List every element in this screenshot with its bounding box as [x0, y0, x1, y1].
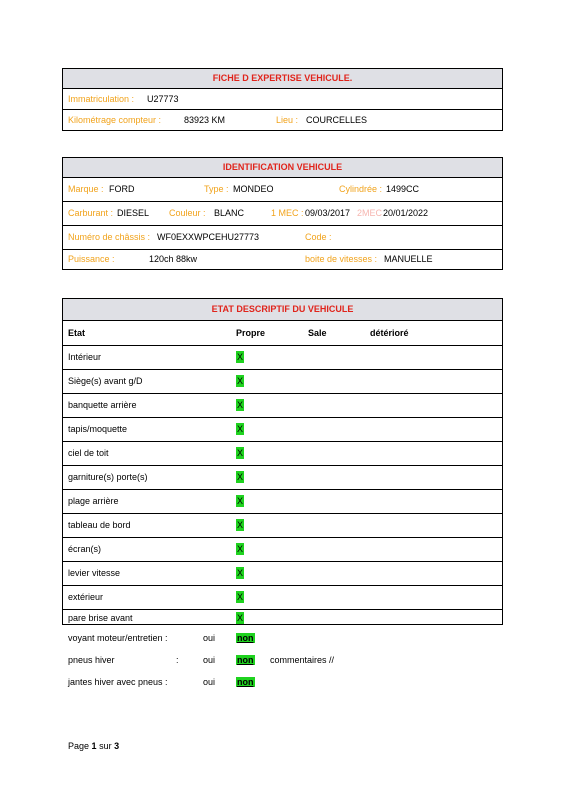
- table-row: [63, 586, 502, 610]
- jantes-non: non: [237, 677, 254, 687]
- page-mid: sur: [99, 741, 112, 751]
- voyant-label: voyant moteur/entretien :: [68, 633, 168, 643]
- table-row: [63, 562, 502, 586]
- code-label: Code :: [305, 232, 332, 242]
- etat-columns-header: [63, 321, 502, 346]
- check-mark: X: [237, 544, 244, 554]
- etat-rows: [63, 346, 502, 626]
- row-label: plage arrière: [68, 496, 119, 506]
- status-mark: [236, 466, 244, 489]
- pneus-non: non: [237, 655, 254, 665]
- status-mark: [236, 514, 244, 537]
- check-mark: X: [237, 496, 244, 506]
- col-sale: Sale: [308, 328, 327, 338]
- status-mark: [236, 442, 244, 465]
- status-mark: [236, 538, 244, 561]
- kilometrage-row: [63, 110, 502, 130]
- row-label: banquette arrière: [68, 400, 137, 410]
- status-mark: [236, 346, 244, 369]
- voyant-oui: oui: [203, 633, 216, 643]
- chassis-label: Numéro de châssis :: [68, 232, 151, 242]
- row-label: pare brise avant: [68, 613, 133, 623]
- table-row: [63, 466, 502, 490]
- mec1-label: 1 MEC :: [271, 208, 304, 218]
- voyant-non: non: [237, 633, 254, 643]
- row-label: écran(s): [68, 544, 102, 554]
- row-label: levier vitesse: [68, 568, 121, 578]
- status-mark: [236, 586, 244, 609]
- puissance-label: Puissance :: [68, 254, 115, 264]
- chassis-value: WF0EXXWPCEHU27773: [157, 232, 260, 242]
- check-mark: X: [237, 613, 244, 623]
- row-label: Intérieur: [68, 352, 102, 362]
- check-mark: X: [237, 592, 244, 602]
- check-mark: X: [237, 352, 244, 362]
- etat-title: ETAT DESCRIPTIF DU VEHICULE: [63, 299, 502, 321]
- mec2-label: 2MEC: [357, 208, 383, 218]
- page-footer: [68, 741, 119, 751]
- marque-value: FORD: [109, 184, 135, 194]
- boite-label: boite de vitesses :: [305, 254, 378, 264]
- check-mark: X: [237, 568, 244, 578]
- marque-row: [63, 178, 502, 202]
- check-mark: X: [237, 472, 244, 482]
- type-label: Type :: [204, 184, 229, 194]
- kilometrage-label: Kilométrage compteur :: [68, 115, 162, 125]
- status-mark: [236, 562, 244, 585]
- row-label: tableau de bord: [68, 520, 131, 530]
- boite-value: MANUELLE: [384, 254, 433, 264]
- immatriculation-value: U27773: [147, 94, 179, 104]
- immatriculation-label: Immatriculation :: [68, 94, 135, 104]
- table-row: [63, 490, 502, 514]
- check-mark: X: [237, 376, 244, 386]
- row-label: extérieur: [68, 592, 104, 602]
- row-label: Siège(s) avant g/D: [68, 376, 143, 386]
- col-deteriore: détérioré: [370, 328, 409, 338]
- page-current: 1: [91, 741, 97, 751]
- commentaires-label: commentaires //: [270, 655, 335, 665]
- col-etat: Etat: [68, 328, 86, 338]
- row-label: tapis/moquette: [68, 424, 128, 434]
- page-total: 3: [114, 741, 120, 751]
- jantes-label: jantes hiver avec pneus :: [68, 677, 168, 687]
- page-prefix: Page: [68, 741, 90, 751]
- expertise-title: FICHE D EXPERTISE VEHICULE.: [63, 69, 502, 89]
- carburant-row: [63, 202, 502, 226]
- marque-label: Marque :: [68, 184, 104, 194]
- table-row: [63, 514, 502, 538]
- cylindree-label: Cylindrée :: [339, 184, 383, 194]
- table-row: [63, 346, 502, 370]
- cylindree-value: 1499CC: [386, 184, 420, 194]
- mec2-value: 20/01/2022: [383, 208, 429, 218]
- col-propre: Propre: [236, 328, 266, 338]
- etat-section: [62, 298, 503, 625]
- table-row: [63, 394, 502, 418]
- couleur-value: BLANC: [214, 208, 245, 218]
- lieu-value: COURCELLES: [306, 115, 368, 125]
- immatriculation-row: [63, 89, 502, 110]
- check-mark: X: [237, 424, 244, 434]
- carburant-value: DIESEL: [117, 208, 150, 218]
- type-value: MONDEO: [233, 184, 274, 194]
- table-row: [63, 610, 502, 626]
- couleur-label: Couleur :: [169, 208, 206, 218]
- identification-title: IDENTIFICATION VEHICULE: [63, 158, 502, 178]
- status-mark: [236, 610, 244, 626]
- lieu-label: Lieu :: [276, 115, 299, 125]
- table-row: [63, 418, 502, 442]
- status-mark: [236, 418, 244, 441]
- check-mark: X: [237, 448, 244, 458]
- status-mark: [236, 490, 244, 513]
- pneus-colon: :: [176, 655, 179, 665]
- table-row: [63, 370, 502, 394]
- kilometrage-value: 83923 KM: [184, 115, 226, 125]
- row-label: garniture(s) porte(s): [68, 472, 148, 482]
- row-label: ciel de toit: [68, 448, 109, 458]
- expertise-section: [62, 68, 503, 131]
- table-row: [63, 442, 502, 466]
- pneus-label: pneus hiver: [68, 655, 115, 665]
- check-mark: X: [237, 400, 244, 410]
- table-row: [63, 538, 502, 562]
- status-mark: [236, 370, 244, 393]
- carburant-label: Carburant :: [68, 208, 114, 218]
- jantes-oui: oui: [203, 677, 216, 687]
- mec1-value: 09/03/2017: [305, 208, 351, 218]
- puissance-row: [63, 250, 502, 269]
- pneus-oui: oui: [203, 655, 216, 665]
- identification-section: [62, 157, 503, 270]
- status-mark: [236, 394, 244, 417]
- chassis-row: [63, 226, 502, 250]
- check-mark: X: [237, 520, 244, 530]
- puissance-value: 120ch 88kw: [149, 254, 198, 264]
